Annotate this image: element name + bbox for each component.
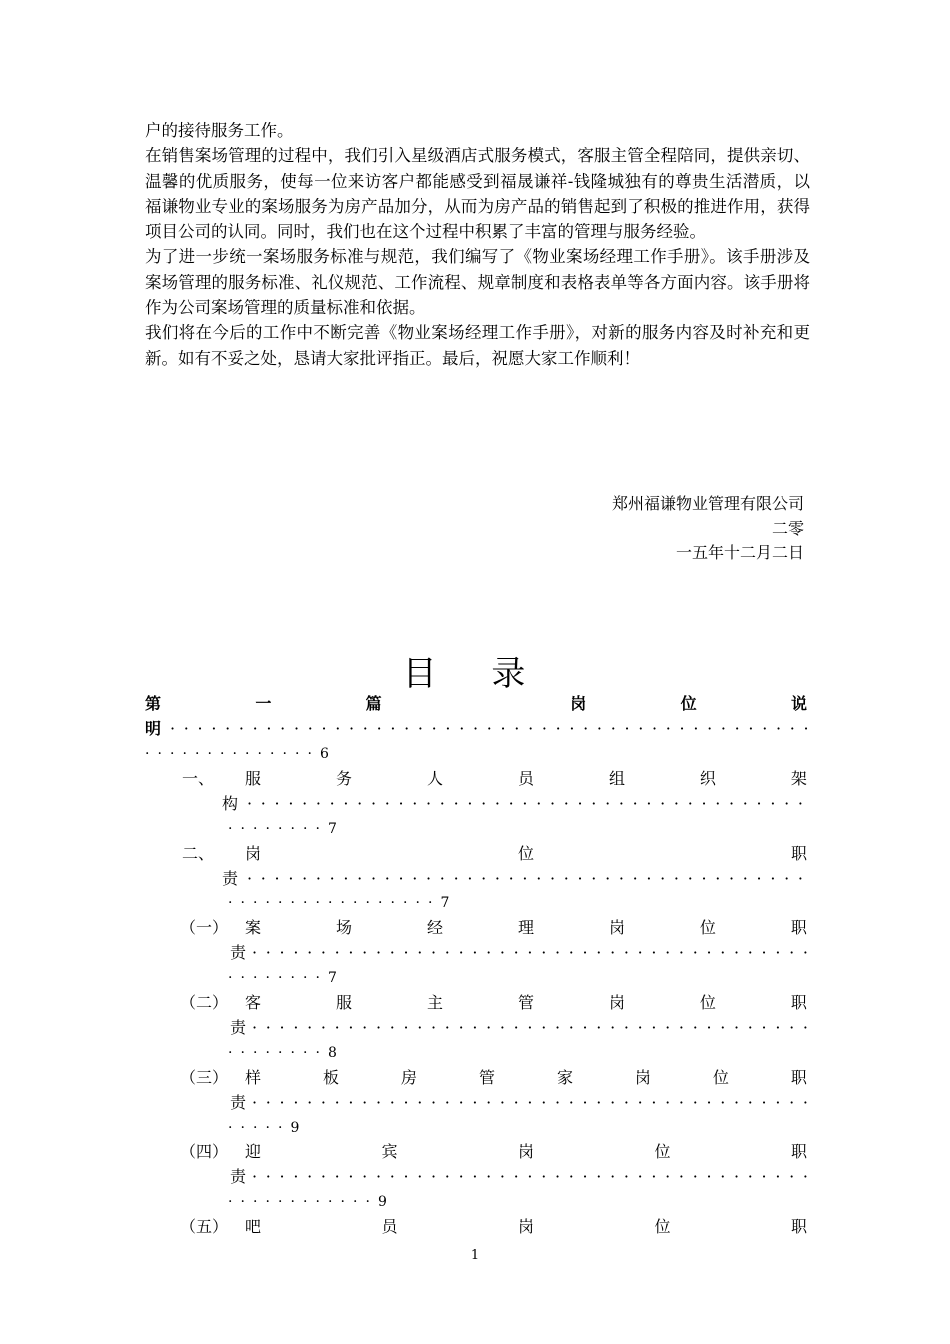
date-line: 二零 [771,518,804,538]
toc-leader-dots [247,867,810,891]
toc-prefix: （五） [180,1217,229,1236]
toc-entry-section-1[interactable] [245,767,807,791]
toc-page-number: 9 [290,1120,300,1136]
toc-char: 案 [245,918,262,937]
toc-char: 位 [680,694,697,713]
company-name: 郑州福谦物业管理有限公司 [611,494,804,513]
toc-char: 位 [712,1068,729,1087]
toc-char: 位 [654,1142,671,1161]
toc-char: 服 [245,769,262,788]
toc-char: 职 [790,1068,807,1087]
toc-char: 板 [322,1068,339,1087]
toc-title: 目 录 [402,654,548,694]
date-line: 一五年十二月二日 [675,543,804,562]
toc-char: 务 [335,769,352,788]
toc-char: 管 [478,1068,495,1087]
toc-char: 迎 [245,1142,262,1161]
toc-page-number: 7 [328,970,337,986]
toc-label-end: 责 [230,1167,247,1186]
toc-page-ref: · · · · · · · · · · · · 9 [228,1194,387,1210]
toc-char: 岗 [245,844,262,863]
preface-paragraph: 户的接待服务工作。 [145,121,294,140]
toc-prefix: 一、 [182,769,215,788]
toc-page-number: 9 [378,1194,387,1210]
toc-leader-dots [247,792,810,816]
toc-char: 样 [245,1068,262,1087]
toc-leader-dots [252,941,810,965]
toc-prefix: 二、 [182,844,215,863]
toc-char: 组 [608,769,625,788]
toc-prefix: （四） [180,1142,229,1161]
toc-char: 一 [255,694,272,713]
toc-char: 岗 [570,694,587,713]
toc-entry-part-1[interactable] [145,692,807,716]
toc-page-ref: · · · · · · · · · · · · · · · · · 7 [228,895,450,911]
toc-leader-dots [252,1016,810,1040]
toc-char: 吧 [245,1217,262,1236]
toc-char: 织 [699,769,716,788]
toc-page-number: 7 [328,821,337,837]
toc-page-number: 6 [320,746,329,762]
toc-char: 员 [517,769,534,788]
toc-page-number: 7 [440,895,450,911]
toc-page-ref: · · · · · · · · 7 [228,970,337,986]
toc-char: 家 [556,1068,573,1087]
toc-page-ref: · · · · · · · · · · · · · · 6 [145,746,329,762]
toc-label-end: 责 [230,1093,247,1112]
toc-entry-subsection-1[interactable] [245,916,807,940]
preface-paragraph: 我们将在今后的工作中不断完善《物业案场经理工作手册》，对新的服务内容及时补充和更新。如有不妥之处，恳请大家批评指正。最后，祝愿大家工作顺利！ [145,323,810,368]
toc-entry-subsection-2[interactable] [245,991,807,1015]
toc-entry-section-2[interactable] [245,842,807,866]
toc-label-end: 构 [222,794,239,813]
toc-char: 服 [335,993,352,1012]
toc-char: 第 [145,694,162,713]
toc-page-ref: · · · · · · · · 8 [228,1045,337,1061]
toc-entry-subsection-3[interactable] [245,1066,807,1090]
signature-block [612,492,804,566]
toc-char: 位 [699,993,716,1012]
toc-prefix: （一） [180,918,229,937]
preface-paragraph: 在销售案场管理的过程中，我们引入星级酒店式服务模式，客服主管全程陪同，提供亲切、温馨的优质服务，使每一位来访客户都能感受到福晟谦祥-钱隆城独有的尊贵生活潜质，以福谦物业专业的案场服务为房产品加分，从而为房产品的销售起到了积极的推进作用，获得项目公司的认同。同时，我们也在这个过程中积累了丰富的管理与服务经验。 [145,146,810,242]
toc-char: 职 [790,918,807,937]
toc-prefix: （三） [180,1068,229,1087]
toc-char: 架 [790,769,807,788]
toc-char: 岗 [608,993,625,1012]
toc-char: 客 [245,993,262,1012]
toc-entry-subsection-4[interactable] [245,1140,807,1164]
toc-char: 职 [790,1217,807,1236]
toc-char: 职 [790,844,807,863]
toc-char: 职 [790,993,807,1012]
toc-char: 岗 [517,1142,534,1161]
toc-char: 理 [517,918,534,937]
toc-leader-dots [252,1165,810,1189]
toc-page-ref: · · · · · 9 [228,1120,300,1136]
preface-text [145,118,810,371]
toc-label-end: 明 [145,719,162,738]
toc-char: 主 [426,993,443,1012]
toc-label-end: 责 [230,943,247,962]
toc-leader-dots [252,1091,810,1115]
toc-char: 岗 [608,918,625,937]
toc-page-ref: · · · · · · · · 7 [228,821,337,837]
toc-char: 人 [426,769,443,788]
toc-char: 管 [517,993,534,1012]
toc-char: 房 [400,1068,417,1087]
toc-char: 位 [517,844,534,863]
toc-char: 位 [654,1217,671,1236]
toc-leader-dots [170,717,810,741]
toc-char: 位 [699,918,716,937]
toc-char: 经 [426,918,443,937]
preface-paragraph: 为了进一步统一案场服务标准与规范，我们编写了《物业案场经理工作手册》。该手册涉及案场管理的服务标准、礼仪规范、工作流程、规章制度和表格表单等各方面内容。该手册将作为公司案场管理的质量标准和依据。 [145,247,810,318]
toc-char: 篇 [365,694,382,713]
toc-char: 岗 [517,1217,534,1236]
toc-prefix: （二） [180,993,229,1012]
toc-char: 员 [381,1217,398,1236]
toc-char: 说 [790,694,807,713]
toc-char: 场 [335,918,352,937]
toc-label-end: 责 [222,869,239,888]
toc-char: 宾 [381,1142,398,1161]
toc-label-end: 责 [230,1018,247,1037]
toc-char: 岗 [634,1068,651,1087]
toc-page-number: 8 [328,1045,337,1061]
page-number: 1 [470,1248,480,1263]
toc-char: 职 [790,1142,807,1161]
toc-entry-subsection-5[interactable] [245,1215,807,1239]
